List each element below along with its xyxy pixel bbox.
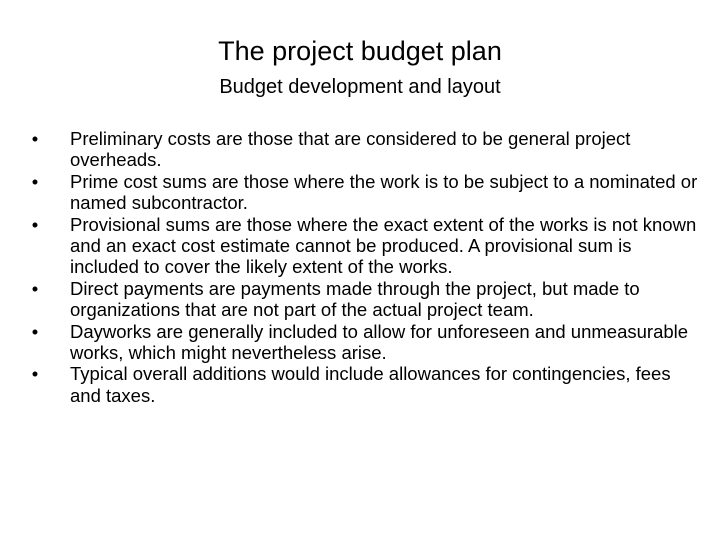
slide-title: The project budget plan: [218, 36, 502, 66]
bullet-icon: •: [31, 277, 39, 299]
bullet-icon: •: [31, 320, 39, 342]
bullet-text: Typical overall additions would include allowances for contingencies, fees and taxes.: [70, 363, 671, 406]
bullet-text: Provisional sums are those where the exact extent of the works is not known and an exact cost estimate cannot be produced. A provisional sum is included to cover the likely extent of the works.: [70, 213, 697, 278]
bullet-item: [28, 128, 698, 171]
bullet-item: [28, 171, 698, 214]
bullet-item: [28, 278, 698, 321]
bullet-list: [28, 128, 698, 406]
bullet-text: Preliminary costs are those that are considered to be general project overheads.: [70, 128, 631, 171]
bullet-icon: •: [31, 170, 39, 192]
bullet-text: Direct payments are payments made through the project, but made to organizations that are not part of the actual project team.: [70, 277, 640, 321]
bullet-item: [28, 363, 698, 406]
bullet-icon: •: [31, 213, 39, 235]
bullet-icon: •: [31, 128, 39, 149]
bullet-text: Dayworks are generally included to allow for unforeseen and unmeasurable works, which might nevertheless arise.: [70, 320, 689, 364]
bullet-text: Prime cost sums are those where the work is to be subject to a nominated or named subcontractor.: [70, 170, 698, 214]
bullet-icon: •: [31, 363, 39, 385]
bullet-item: [28, 321, 698, 364]
bullet-item: [28, 214, 698, 278]
slide-subtitle: Budget development and layout: [219, 76, 501, 98]
